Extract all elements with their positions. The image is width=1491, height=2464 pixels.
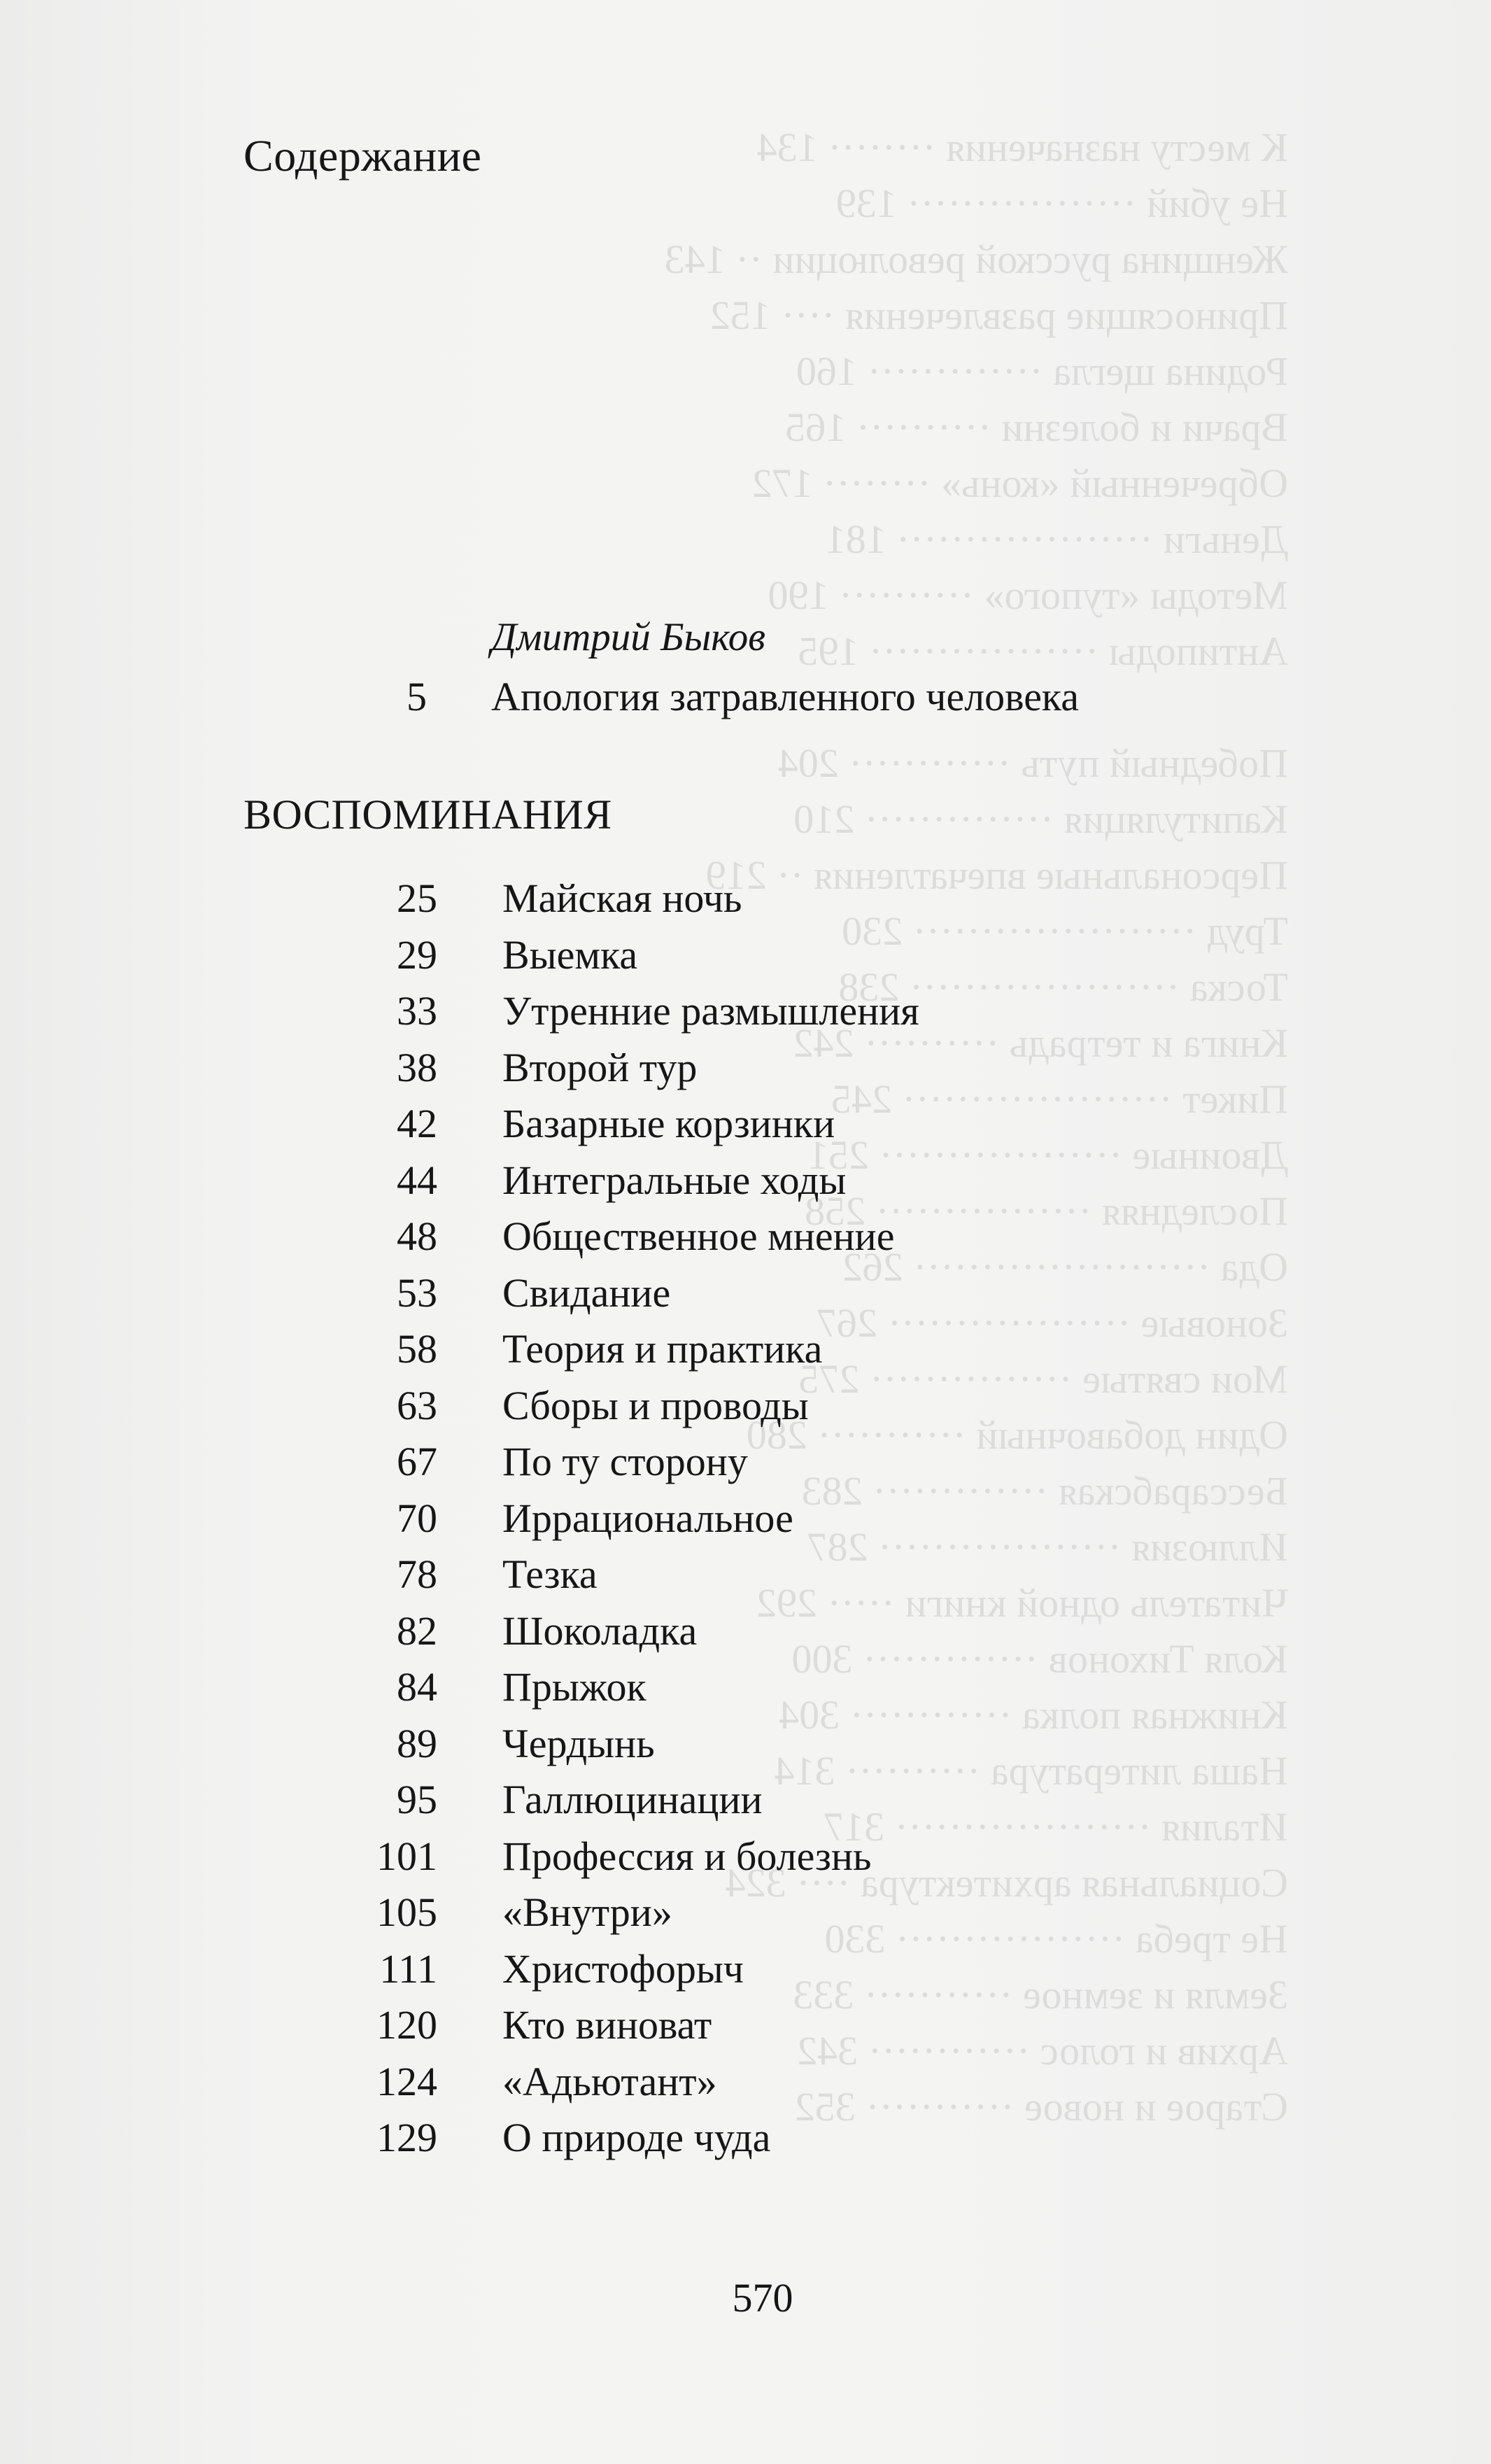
- toc-entry: [0, 1889, 1491, 1945]
- toc-entry-title: Тезка: [502, 1551, 598, 1597]
- toc-entry-title: «Адьютант»: [502, 2058, 717, 2104]
- reverse-side-bleed-through: К месту назначения ········ 134 Не убий ················· 139 Женщина русской революции ·· 143 Приносящие развлечения ···· 152 Родина щегла ············· 160 Врачи и болезни ·········· 165 Обреченный «конь» ········ 172 Деньги ··················· 181 Методы «тупого» ·········· 190 Антиподы ················· 195 Победный путь ············ 204 Капитуляция ·············· 210 Персональные впечатления ·· 219 Труд ····················· 230 Тоска ···················· 238 Книга и тетрадь ·········· 242 Пикет ···················· 245 Двоиные ·················· 251 Последняя ················ 258 Ода ······················ 262 Зоновые ·················· 267 Мои святые ··············· 275 Один добавочный ··········· 280 Бессарабская ············· 283 Иллюзия ·················· 287 Читатель одной книги ····· 292 Коля Тихонов ············· 300 Книжная полка ············ 304 Наша литература ·········· 314 Италия ··················· 317 Социальная архитектура ···· 324 Не треба ················· 330 Земля и земное ··········· 333 Архив и голос ············ 342 Старое и новое ··········· 352: [664, 125, 1288, 2129]
- toc-entry-title: Выемка: [502, 931, 638, 978]
- toc-entry-title: Иррациональное: [502, 1495, 793, 1541]
- toc-entry-title: Галлюцинации: [502, 1777, 763, 1822]
- toc-entry-page: 95: [397, 1777, 437, 1822]
- toc-entry-page: 82: [397, 1607, 437, 1654]
- toc-entry-title: Интегральные ходы: [502, 1157, 847, 1203]
- toc-entry-page: 53: [397, 1269, 437, 1316]
- toc-entry: [0, 1720, 1491, 1776]
- toc-entry: [0, 1438, 1491, 1494]
- toc-entry: [0, 987, 1491, 1043]
- toc-entry: [0, 2114, 1491, 2170]
- toc-entry-page: 38: [397, 1044, 437, 1090]
- toc-entry-title: О природе чуда: [502, 2115, 771, 2160]
- toc-entry-title: Христофорыч: [502, 1945, 744, 1992]
- toc-entry: [0, 1325, 1491, 1381]
- section-title: ВОСПОМИНАНИЯ: [243, 791, 612, 838]
- toc-entry-title: Утренние размышления: [502, 988, 919, 1034]
- toc-entry-page: 84: [397, 1664, 437, 1710]
- toc-entry-title: «Внутри»: [502, 1889, 672, 1935]
- page-number: 570: [732, 2275, 793, 2321]
- toc-entry-title: Сборы и проводы: [502, 1382, 809, 1428]
- toc-entry-title: Шоколадка: [502, 1607, 698, 1654]
- toc-entry-page: 124: [376, 2058, 437, 2104]
- toc-entry-page: 48: [397, 1213, 437, 1259]
- toc-entry-title: Свидание: [502, 1269, 671, 1316]
- toc-entry-page: 129: [376, 2115, 437, 2160]
- toc-entry-title: Второй тур: [502, 1044, 698, 1090]
- toc-entry-page: 63: [397, 1382, 437, 1428]
- toc-entry-page: 101: [376, 1833, 437, 1879]
- toc-entry-title: По ту сторону: [502, 1439, 748, 1484]
- toc-entry-title: Прыжок: [502, 1664, 646, 1710]
- toc-entry: [0, 1945, 1491, 2001]
- toc-entry: [0, 2001, 1491, 2057]
- toc-entry-title: Общественное мнение: [502, 1213, 895, 1259]
- toc-entry: [0, 1157, 1491, 1213]
- toc-entry: [0, 1044, 1491, 1100]
- toc-entry: [0, 1100, 1491, 1156]
- toc-entry-page: 120: [376, 2002, 437, 2048]
- toc-entry-title: Профессия и болезнь: [502, 1833, 872, 1879]
- intro-author: Дмитрий Быков: [491, 615, 766, 659]
- toc-entry-page: 89: [397, 1720, 437, 1766]
- toc-entry: [0, 1776, 1491, 1832]
- toc-entry: [0, 1269, 1491, 1325]
- toc-entry-page: 42: [397, 1101, 437, 1146]
- toc-entry-page: 105: [376, 1889, 437, 1935]
- toc-entry: [0, 1495, 1491, 1551]
- toc-entry-title: Теория и практика: [502, 1326, 823, 1372]
- toc-entry-page: 44: [397, 1157, 437, 1203]
- toc-entry: [0, 1663, 1491, 1719]
- toc-entry-page: 67: [397, 1439, 437, 1484]
- toc-entry: [0, 1551, 1491, 1607]
- toc-entry: [0, 2058, 1491, 2114]
- page-title: Содержание: [243, 131, 482, 181]
- toc-entry: [0, 1833, 1491, 1889]
- toc-entry-title: Майская ночь: [502, 875, 742, 921]
- toc-entry: [0, 1607, 1491, 1663]
- toc-entry: [0, 1213, 1491, 1269]
- toc-entry-title: Кто виноват: [502, 2002, 712, 2048]
- toc-entry-title: Базарные корзинки: [502, 1101, 835, 1146]
- toc-entry-page: 29: [397, 931, 437, 978]
- toc-entry-page: 25: [397, 875, 437, 921]
- toc-entry: [0, 875, 1491, 931]
- intro-title: Апология затравленного человека: [491, 674, 1079, 719]
- toc-entry-page: 70: [397, 1495, 437, 1541]
- toc-entry: [0, 931, 1491, 987]
- toc-entry: [0, 1382, 1491, 1438]
- toc-entry-page: 58: [397, 1326, 437, 1372]
- toc-entry-page: 78: [397, 1551, 437, 1597]
- toc-entry-page: 111: [379, 1945, 437, 1992]
- intro-page-number: 5: [407, 674, 427, 719]
- toc-entry-title: Чердынь: [502, 1720, 655, 1766]
- toc-entry-page: 33: [397, 988, 437, 1034]
